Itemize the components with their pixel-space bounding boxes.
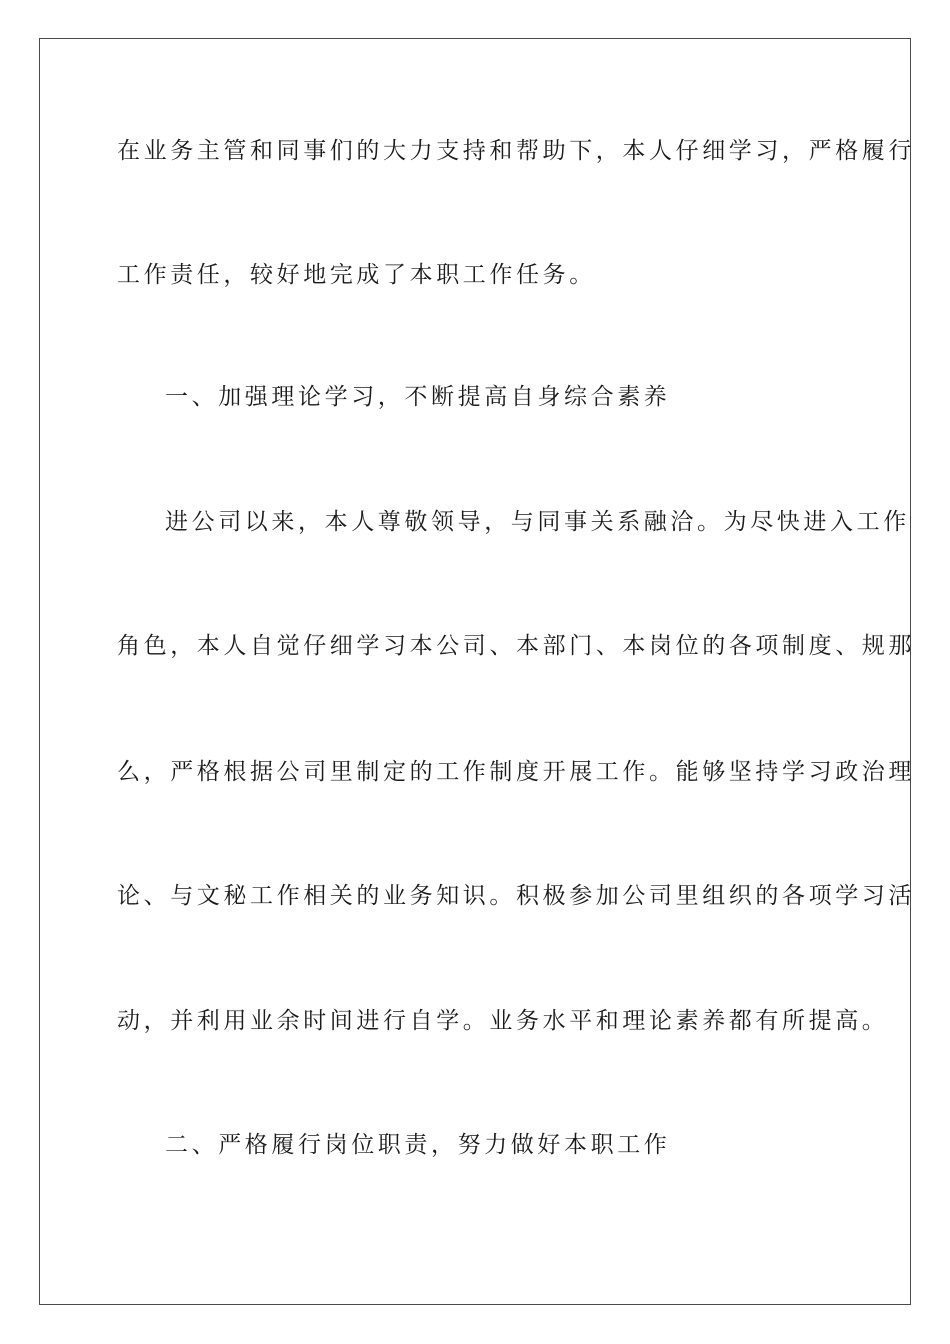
paragraph-line: 么，严格根据公司里制定的工作制度开展工作。能够坚持学习政治理 bbox=[117, 759, 915, 785]
section-heading: 二、严格履行岗位职责，努力做好本职工作 bbox=[165, 1132, 671, 1158]
paragraph-line: 角色，本人自觉仔细学习本公司、本部门、本岗位的各项制度、规那 bbox=[117, 633, 915, 659]
paragraph-line: 工作责任，较好地完成了本职工作任务。 bbox=[117, 262, 596, 288]
paragraph-line: 论、与文秘工作相关的业务知识。积极参加公司里组织的各项学习活 bbox=[117, 883, 915, 909]
paragraph-line: 动，并利用业余时间进行自学。业务水平和理论素养都有所提高。 bbox=[117, 1008, 889, 1034]
page-border bbox=[39, 38, 911, 1305]
paragraph-line: 在业务主管和同事们的大力支持和帮助下，本人仔细学习，严格履行 bbox=[117, 138, 915, 164]
paragraph-line: 进公司以来，本人尊敬领导，与同事关系融洽。为尽快进入工作 bbox=[165, 509, 910, 535]
section-heading: 一、加强理论学习，不断提高自身综合素养 bbox=[165, 384, 671, 410]
